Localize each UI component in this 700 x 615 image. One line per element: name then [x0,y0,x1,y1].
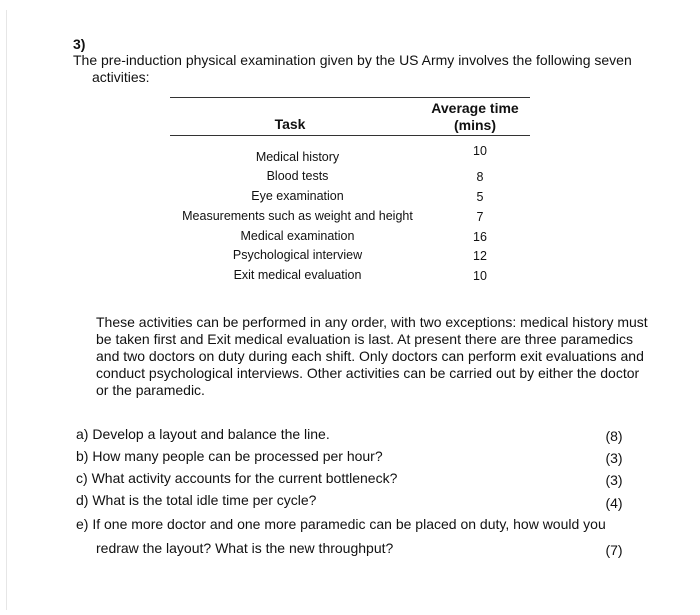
question-intro-line2: activities: [92,69,150,85]
table-row-task: Medical examination [240,229,355,243]
subquestion-text: How many people can be processed per hour? [92,448,383,464]
table-row-time: 10 [473,269,487,283]
subquestion-text: What is the total idle time per cycle? [92,492,317,508]
table-row-time: 5 [476,190,484,204]
subquestion-marks: (3) [605,472,623,488]
subquestion-text: What activity accounts for the current bottleneck? [91,470,398,486]
paragraph-line: conduct psychological interviews. Other activities can be carried out by either the doctor [96,365,640,381]
table-row-time: 16 [473,230,487,244]
table-header-rule [170,135,530,136]
subquestion-label: a) [76,426,89,442]
subquestion-e [76,516,606,532]
subquestion-label: b) [76,448,89,464]
question-number: 3) [73,36,86,52]
table-row-task: Blood tests [266,169,329,183]
paragraph-line: or the paramedic. [96,382,205,398]
table-row-time: 8 [476,170,484,184]
table-row-task: Measurements such as weight and height [182,209,413,223]
table-row-task: Eye examination [251,189,344,203]
subquestion-label: d) [76,492,89,508]
table-row-time: 10 [473,144,487,158]
table-row-task: Exit medical evaluation [233,268,362,282]
subquestion-marks: (7) [605,542,623,558]
paragraph-line: These activities can be performed in any order, with two exceptions: medical history must [96,314,648,330]
subquestion-c [76,470,397,486]
table-row-task: Medical history [255,150,340,164]
subquestion-marks: (8) [605,428,623,444]
table-row-time: 12 [473,249,487,263]
subquestion-label: c) [76,470,88,486]
question-intro-line1: The pre-induction physical examination given by the US Army involves the following seven [73,52,632,68]
subquestion-a [76,426,330,442]
table-header-time: Average time (mins) [431,100,519,133]
subquestion-d [76,492,316,508]
paragraph-line: be taken first and Exit medical evaluation is last. At present there are three paramedics [96,331,633,347]
description-paragraph [96,314,656,399]
subquestion-marks: (3) [605,450,623,466]
subquestion-marks: (4) [605,495,623,511]
table-row-time: 7 [476,210,484,224]
table-row-task: Psychological interview [232,248,363,262]
page-edge [6,10,7,610]
subquestion-text-continued: redraw the layout? What is the new throughput? [96,540,394,556]
subquestion-text: Develop a layout and balance the line. [92,426,330,442]
paragraph-line: and two doctors on duty during each shift. Only doctors can perform exit evaluations and [96,348,644,364]
subquestion-text: If one more doctor and one more paramedic can be placed on duty, how would you [92,516,606,532]
subquestion-label: e) [76,516,89,532]
table-header-task: Task [274,116,306,132]
subquestion-b [76,448,383,464]
table-top-rule [170,97,530,98]
